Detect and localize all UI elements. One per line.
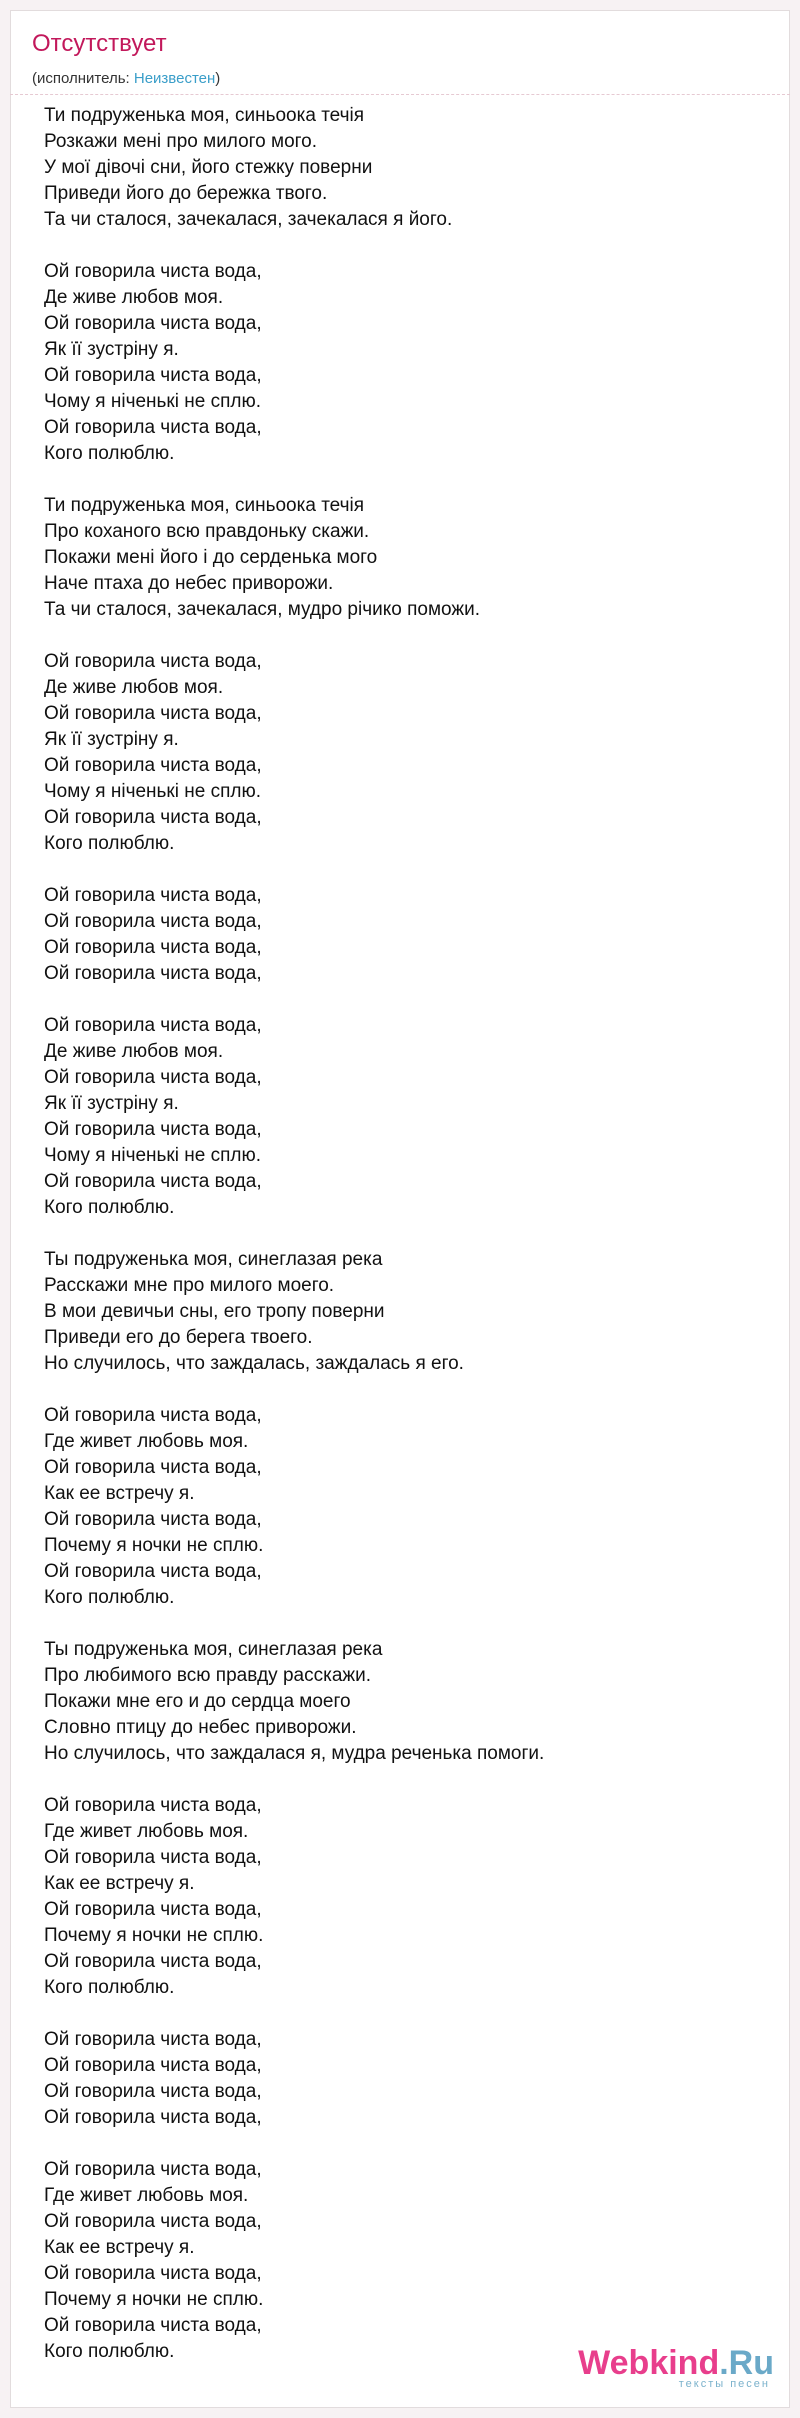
- lyrics-line: Та чи сталося, зачекалася, зачекалася я його.: [44, 209, 453, 230]
- lyrics-line: Де живе любов моя.: [44, 677, 224, 698]
- lyrics-line: Почему я ночки не сплю.: [44, 2289, 264, 2310]
- lyrics-line: Ти подруженька моя, синьоока течія: [44, 495, 365, 516]
- lyrics-line: Ой говорила чиста вода,: [44, 365, 262, 386]
- lyrics-line: Ой говорила чиста вода,: [44, 885, 262, 906]
- lyrics-line: Ой говорила чиста вода,: [44, 2315, 262, 2336]
- lyrics-line: Кого полюблю.: [44, 2341, 175, 2362]
- lyrics-line: Приведи его до берега твоего.: [44, 1327, 313, 1348]
- lyrics-stanza: [44, 883, 764, 987]
- header-divider: [10, 94, 790, 95]
- lyrics-stanza: [44, 1637, 764, 1767]
- lyrics-line: Но случилось, что заждалася я, мудра реченька помоги.: [44, 1743, 545, 1764]
- lyrics-line: Но случилось, что заждалась, заждалась я его.: [44, 1353, 464, 1374]
- lyrics-line: В мои девичьи сны, его тропу поверни: [44, 1301, 385, 1322]
- lyrics-stanza: [44, 1013, 764, 1221]
- lyrics-line: Кого полюблю.: [44, 833, 175, 854]
- logo-domain: .Ru: [719, 2344, 774, 2382]
- lyrics-line: Кого полюблю.: [44, 1587, 175, 1608]
- site-logo[interactable]: [578, 2344, 774, 2390]
- lyrics-line: Ой говорила чиста вода,: [44, 1171, 262, 1192]
- lyrics-line: Ой говорила чиста вода,: [44, 2107, 262, 2128]
- lyrics-line: Ой говорила чиста вода,: [44, 2159, 262, 2180]
- lyrics-line: Ой говорила чиста вода,: [44, 1457, 262, 1478]
- lyrics-stanza: [44, 649, 764, 857]
- artist-link[interactable]: Неизвестен: [133, 70, 216, 87]
- lyrics-line: Ой говорила чиста вода,: [44, 1015, 262, 1036]
- lyrics-line: Ты подруженька моя, синеглазая река: [44, 1249, 383, 1270]
- lyrics-line: Расскажи мне про милого моего.: [44, 1275, 335, 1296]
- lyrics-line: Ой говорила чиста вода,: [44, 1119, 262, 1140]
- lyrics-line: Ой говорила чиста вода,: [44, 2211, 262, 2232]
- logo-tagline: тексты песен: [678, 2378, 770, 2390]
- lyrics-line: Ой говорила чиста вода,: [44, 963, 262, 984]
- lyrics-stanza: [44, 259, 764, 467]
- lyrics-stanza: [44, 2157, 764, 2365]
- lyrics-line: Ой говорила чиста вода,: [44, 1405, 262, 1426]
- lyrics-line: Где живет любовь моя.: [44, 1431, 249, 1452]
- lyrics-stanza: [44, 493, 764, 623]
- lyrics-line: Кого полюблю.: [44, 1197, 175, 1218]
- lyrics-line: Ой говорила чиста вода,: [44, 1509, 262, 1530]
- lyrics-line: Ой говорила чиста вода,: [44, 1847, 262, 1868]
- lyrics-line: Кого полюблю.: [44, 1977, 175, 1998]
- lyrics-line: Покажи мне его и до сердца моего: [44, 1691, 351, 1712]
- lyrics-stanza: [44, 1403, 764, 1611]
- lyrics-line: Ой говорила чиста вода,: [44, 313, 262, 334]
- lyrics-stanza: [44, 1247, 764, 1377]
- lyrics-line: Ти подруженька моя, синьоока течія: [44, 105, 365, 126]
- artist-suffix: ): [215, 70, 221, 87]
- lyrics-line: Ой говорила чиста вода,: [44, 1795, 262, 1816]
- lyrics-line: Чому я ніченькі не сплю.: [44, 391, 261, 412]
- artist-line: [32, 70, 220, 88]
- lyrics-line: Как ее встречу я.: [44, 2237, 195, 2258]
- lyrics-line: Как ее встречу я.: [44, 1483, 195, 1504]
- lyrics-line: Почему я ночки не сплю.: [44, 1535, 264, 1556]
- lyrics-line: Ой говорила чиста вода,: [44, 2081, 262, 2102]
- lyrics-line: Ой говорила чиста вода,: [44, 911, 262, 932]
- lyrics-line: Чому я ніченькі не сплю.: [44, 1145, 261, 1166]
- song-title: Отсутствует: [32, 30, 167, 57]
- lyrics-line: Словно птицу до небес приворожи.: [44, 1717, 357, 1738]
- lyrics-line: Чому я ніченькі не сплю.: [44, 781, 261, 802]
- lyrics-line: Про любимого всю правду расскажи.: [44, 1665, 371, 1686]
- lyrics-stanza: [44, 1793, 764, 2001]
- lyrics-line: Покажи мені його і до серденька мого: [44, 547, 378, 568]
- lyrics-line: Ой говорила чиста вода,: [44, 1951, 262, 1972]
- lyrics-line: Розкажи мені про милого мого.: [44, 131, 318, 152]
- lyrics-line: Наче птаха до небес приворожи.: [44, 573, 334, 594]
- lyrics-line: Ой говорила чиста вода,: [44, 417, 262, 438]
- lyrics-line: Как ее встречу я.: [44, 1873, 195, 1894]
- lyrics-line: Ой говорила чиста вода,: [44, 1561, 262, 1582]
- lyrics-line: Як її зустріну я.: [44, 339, 179, 360]
- lyrics-line: Ой говорила чиста вода,: [44, 1899, 262, 1920]
- logo-name: Webkind: [578, 2344, 720, 2382]
- lyrics-line: Ой говорила чиста вода,: [44, 703, 262, 724]
- artist-prefix: (исполнитель:: [32, 70, 134, 87]
- lyrics-line: Где живет любовь моя.: [44, 2185, 249, 2206]
- lyrics-line: Ой говорила чиста вода,: [44, 2055, 262, 2076]
- lyrics-line: Ты подруженька моя, синеглазая река: [44, 1639, 383, 1660]
- lyrics-line: Ой говорила чиста вода,: [44, 651, 262, 672]
- lyrics-line: Та чи сталося, зачекалася, мудро річико поможи.: [44, 599, 480, 620]
- lyrics-line: Где живет любовь моя.: [44, 1821, 249, 1842]
- lyrics-line: Почему я ночки не сплю.: [44, 1925, 264, 1946]
- lyrics-line: Ой говорила чиста вода,: [44, 807, 262, 828]
- lyrics-line: Кого полюблю.: [44, 443, 175, 464]
- lyrics-line: Ой говорила чиста вода,: [44, 1067, 262, 1088]
- lyrics-line: Приведи його до бережка твого.: [44, 183, 328, 204]
- lyrics-line: Ой говорила чиста вода,: [44, 261, 262, 282]
- lyrics-line: Де живе любов моя.: [44, 287, 224, 308]
- lyrics-line: Ой говорила чиста вода,: [44, 755, 262, 776]
- lyrics-line: Як її зустріну я.: [44, 729, 179, 750]
- lyrics-line: Як її зустріну я.: [44, 1093, 179, 1114]
- lyrics-stanza: [44, 2027, 764, 2131]
- lyrics-line: Ой говорила чиста вода,: [44, 937, 262, 958]
- lyrics-line: У мої дівочі сни, його стежку поверни: [44, 157, 373, 178]
- lyrics-line: Де живе любов моя.: [44, 1041, 224, 1062]
- lyrics-line: Про коханого всю правдоньку скажи.: [44, 521, 370, 542]
- lyrics-stanza: [44, 103, 764, 233]
- lyrics-line: Ой говорила чиста вода,: [44, 2029, 262, 2050]
- lyrics-text: [44, 103, 764, 2365]
- lyrics-line: Ой говорила чиста вода,: [44, 2263, 262, 2284]
